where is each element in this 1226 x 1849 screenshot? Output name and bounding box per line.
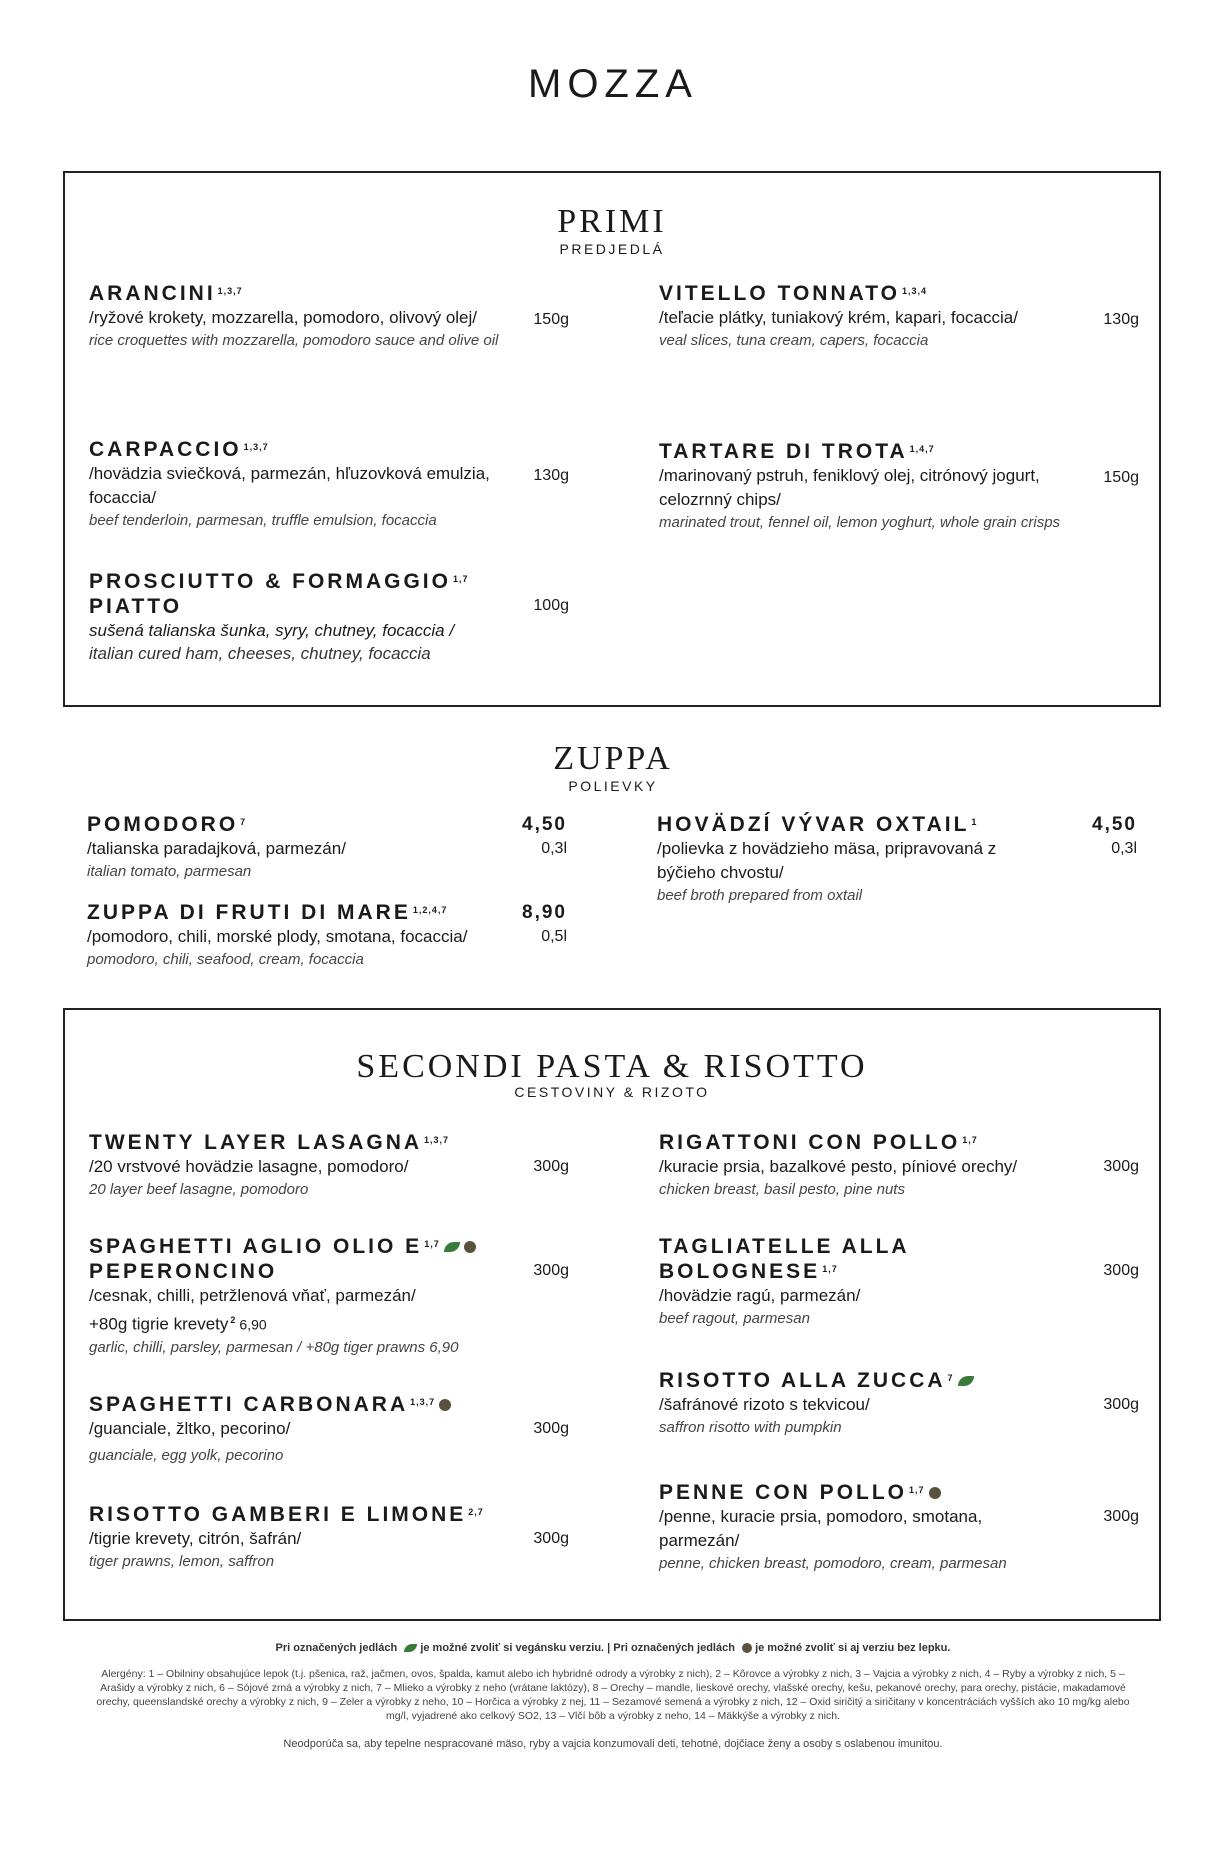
item-description-sk: /marinovaný pstruh, feniklový olej, citrónový jogurt, celozrnný chips/ bbox=[659, 466, 1040, 509]
item-quantity: 100g bbox=[533, 597, 569, 614]
item-description-en: italian tomato, parmesan bbox=[87, 863, 252, 880]
allergen-codes: 1,3,7 bbox=[243, 442, 269, 452]
item-quantity: 300g bbox=[533, 1262, 569, 1279]
item-description-en: beef tenderloin, parmesan, truffle emulsion, focaccia bbox=[89, 512, 437, 529]
menu-item bbox=[89, 569, 569, 665]
section-subtitle: CESTOVINY & RIZOTO bbox=[514, 1084, 710, 1100]
item-quantity: 300g bbox=[1103, 1508, 1139, 1525]
section-title: PRIMI bbox=[557, 203, 667, 240]
section-title: ZUPPA bbox=[553, 740, 673, 777]
item-quantity: 300g bbox=[1103, 1262, 1139, 1279]
item-quantity: 300g bbox=[533, 1530, 569, 1547]
item-description-sk: /teľacie plátky, tuniakový krém, kapari, focaccia/ bbox=[659, 308, 1018, 327]
item-description-en: pomodoro, chili, seafood, cream, focaccia bbox=[87, 951, 364, 968]
menu-item bbox=[659, 1130, 1139, 1201]
section-subtitle: PREDJEDLÁ bbox=[559, 241, 665, 257]
secondi-section bbox=[63, 1008, 1161, 1621]
allergen-codes: 2,7 bbox=[468, 1507, 484, 1517]
item-name: SPAGHETTI AGLIO OLIO E $^{1,7}$ PEPERONCINO bbox=[89, 1234, 509, 1284]
dietary-note: Pri označených jedlách je možné zvoliť si vegánsku verziu. | Pri označených jedlách je možné zvoliť si aj verziu bez lepku. bbox=[275, 1642, 951, 1654]
item-quantity: 300g bbox=[533, 1420, 569, 1437]
allergen-codes: 1,2,4,7 bbox=[412, 905, 448, 915]
item-quantity: 0,5l bbox=[541, 928, 567, 945]
item-description-sk: sušená talianska šunka, syry, chutney, focaccia / bbox=[89, 621, 455, 640]
item-description-en: 20 layer beef lasagne, pomodoro bbox=[89, 1181, 309, 1198]
item-name: ZUPPA DI FRUTI DI MARE $^{1,2,4,7}$ bbox=[87, 901, 448, 924]
item-description-en: rice croquettes with mozzarella, pomodoro sauce and olive oil bbox=[89, 332, 499, 349]
allergen-codes: 1,7 bbox=[452, 574, 469, 584]
extra-price: 6,90 bbox=[239, 1316, 267, 1333]
allergen-codes: 1,7 bbox=[822, 1264, 838, 1274]
item-description-sk: /pomodoro, chili, morské plody, smotana, focaccia/ bbox=[87, 927, 468, 946]
item-description-sk: /penne, kuracie prsia, pomodoro, smotana, parmezán/ bbox=[659, 1507, 983, 1550]
health-disclaimer: Neodporúča sa, aby tepelne nespracované mäso, ryby a vajcia konzumovali deti, tehotné, dojčiace ženy a osoby s oslabenou imunitou. bbox=[283, 1738, 943, 1750]
item-quantity: 150g bbox=[533, 311, 569, 328]
item-description-en: beef broth prepared from oxtail bbox=[657, 887, 863, 904]
item-description-en: veal slices, tuna cream, capers, focaccia bbox=[659, 332, 929, 349]
item-description-en: chicken breast, basil pesto, pine nuts bbox=[659, 1181, 905, 1198]
item-name: PENNE CON POLLO $^{1,7}$ bbox=[659, 1480, 1079, 1505]
menu-item bbox=[657, 812, 1137, 907]
vegan-leaf-icon bbox=[444, 1242, 460, 1252]
item-quantity: 300g bbox=[1103, 1396, 1139, 1413]
item-price: 4,50 bbox=[522, 814, 567, 835]
brand-title: MOZZA bbox=[528, 62, 698, 106]
allergen-codes: 1,3,7 bbox=[424, 1135, 450, 1145]
item-description-sk: /hovädzia sviečková, parmezán, hľuzovková emulzia, focaccia/ bbox=[89, 464, 490, 507]
vegan-leaf-icon bbox=[958, 1376, 974, 1386]
item-description-sk: /guanciale, žltko, pecorino/ bbox=[89, 1419, 291, 1438]
item-name: VITELLO TONNATO $^{1,3,4}$ bbox=[659, 282, 928, 305]
item-extra-sk: +80g tigrie krevety $^2$ 6,90 bbox=[89, 1314, 267, 1334]
menu-item bbox=[659, 1480, 1139, 1575]
item-quantity: 300g bbox=[1103, 1158, 1139, 1175]
item-description-en: garlic, chilli, parsley, parmesan / +80g tiger prawns 6,90 bbox=[89, 1338, 459, 1356]
menu-item bbox=[89, 281, 569, 352]
item-description-en: marinated trout, fennel oil, lemon yoghurt, whole grain crisps bbox=[659, 514, 1061, 531]
menu-item bbox=[87, 900, 567, 971]
menu-item bbox=[659, 439, 1139, 534]
allergen-codes: 7 bbox=[947, 1373, 954, 1383]
item-quantity: 130g bbox=[533, 467, 569, 484]
gluten-free-icon bbox=[929, 1487, 941, 1499]
allergen-codes: 1 bbox=[971, 817, 978, 827]
item-description-sk: /polievka z hovädzieho mäsa, pripravovaná z býčieho chvostu/ bbox=[657, 839, 997, 882]
item-quantity: 0,3l bbox=[1111, 840, 1137, 857]
menu-item bbox=[659, 1234, 1139, 1330]
item-name: ARANCINI $^{1,3,7}$ bbox=[89, 282, 243, 305]
gluten-free-icon bbox=[439, 1399, 451, 1411]
item-description-en: beef ragout, parmesan bbox=[659, 1310, 810, 1327]
item-name: RISOTTO ALLA ZUCCA $^7$ bbox=[659, 1368, 1079, 1393]
item-description-sk: /kuracie prsia, bazalkové pesto, píniové orechy/ bbox=[659, 1157, 1018, 1176]
menu-item bbox=[89, 1502, 569, 1573]
item-name: POMODORO $^7$ bbox=[87, 813, 247, 836]
allergen-codes: 1,3,4 bbox=[902, 286, 928, 296]
item-description-sk: /ryžové krokety, mozzarella, pomodoro, olivový olej/ bbox=[89, 308, 478, 327]
allergen-codes: 1,7 bbox=[424, 1239, 440, 1249]
gluten-free-icon bbox=[742, 1643, 752, 1653]
allergen-codes: 1,3,7 bbox=[217, 286, 243, 296]
allergen-codes: 7 bbox=[240, 817, 247, 827]
item-quantity: 300g bbox=[533, 1158, 569, 1175]
item-name: TAGLIATELLE ALLA BOLOGNESE $^{1,7}$ bbox=[659, 1235, 909, 1283]
item-description-sk: /20 vrstvové hovädzie lasagne, pomodoro/ bbox=[89, 1157, 409, 1176]
section-subtitle: POLIEVKY bbox=[568, 778, 658, 794]
item-name: RIGATTONI CON POLLO $^{1,7}$ bbox=[659, 1131, 978, 1154]
primi-section bbox=[63, 171, 1161, 707]
extra-allergen-code: 2 bbox=[230, 1315, 236, 1325]
item-name: TARTARE DI TROTA $^{1,4,7}$ bbox=[659, 440, 935, 463]
allergen-codes: 1,7 bbox=[962, 1135, 978, 1145]
allergen-codes: 1,3,7 bbox=[410, 1397, 436, 1407]
menu-item bbox=[89, 1392, 569, 1467]
item-price: 4,50 bbox=[1092, 814, 1137, 835]
item-description-en: saffron risotto with pumpkin bbox=[659, 1419, 842, 1436]
item-name: SPAGHETTI CARBONARA $^{1,3,7}$ bbox=[89, 1392, 509, 1417]
item-quantity: 0,3l bbox=[541, 840, 567, 857]
item-description-sk: /tigrie krevety, citrón, šafrán/ bbox=[89, 1529, 302, 1548]
item-name: PROSCIUTTO & FORMAGGIO $^{1,7}$ PIATTO bbox=[89, 570, 469, 618]
item-quantity: 150g bbox=[1103, 469, 1139, 486]
item-quantity: 130g bbox=[1103, 311, 1139, 328]
menu-item bbox=[659, 281, 1139, 352]
menu-item bbox=[89, 437, 569, 532]
item-description-en: tiger prawns, lemon, saffron bbox=[89, 1553, 275, 1570]
item-description-sk: /talianska paradajková, parmezán/ bbox=[87, 839, 346, 858]
item-name: HOVÄDZÍ VÝVAR OXTAIL $^1$ bbox=[657, 813, 978, 836]
item-description-sk: /hovädzie ragú, parmezán/ bbox=[659, 1286, 861, 1305]
allergen-legend: Alergény: 1 – Obilniny obsahujúce lepok (t.j. pšenica, raž, jačmen, ovos, špalda, kamut alebo ich hybridné odrody a výrobky z nich), 2 – Kôrovce a výrobky z nich, 3 – Vajcia a výrobky z nich, 4 – Ryby a výrobky z nich, 5 – Arašidy a výrobky z nich, 6 – Sójové zrná a výrobky z nich, 7 – Mlieko a výrobky z neho (vrátane laktózy), 8 – Orechy – mandle, lieskové orechy, vlašské orechy, kešu, pekanové orechy, para orechy, pistácie, makadamové orechy, queenslandské orechy a výrobky z nich, 9 – Zeler a výrobky z neho, 10 – Horčica a výrobky z nej, 11 – Sezamové semená a výrobky z nich, 12 – Oxid siričitý a siričitany v koncentráciách vyšších ako 10 mg/kg alebo mg/l, vyjadrené ako celkový SO2, 13 – Vlčí bôb a výrobky z neho, 14 – Mäkkýše a výrobky z nich. bbox=[96, 1668, 1130, 1722]
gluten-free-icon bbox=[464, 1241, 476, 1253]
menu-item bbox=[89, 1130, 569, 1201]
menu-item bbox=[87, 812, 567, 883]
vegan-leaf-icon bbox=[404, 1644, 417, 1652]
item-description-en: italian cured ham, cheeses, chutney, focaccia bbox=[89, 644, 431, 663]
item-name: RISOTTO GAMBERI E LIMONE $^{2,7}$ bbox=[89, 1503, 484, 1526]
item-description-en: penne, chicken breast, pomodoro, cream, parmesan bbox=[659, 1555, 1007, 1572]
allergen-codes: 1,7 bbox=[909, 1485, 925, 1495]
item-description-sk: /šafránové rizoto s tekvicou/ bbox=[659, 1395, 870, 1414]
item-description-en: guanciale, egg yolk, pecorino bbox=[89, 1447, 284, 1464]
menu-item bbox=[89, 1234, 569, 1359]
menu-item bbox=[659, 1368, 1139, 1439]
item-name: CARPACCIO $^{1,3,7}$ bbox=[89, 438, 269, 461]
item-price: 8,90 bbox=[522, 902, 567, 923]
item-name: TWENTY LAYER LASAGNA $^{1,3,7}$ bbox=[89, 1131, 450, 1154]
allergen-codes: 1,4,7 bbox=[909, 444, 935, 454]
section-title: SECONDI PASTA & RISOTTO bbox=[356, 1048, 868, 1085]
item-description-sk: /cesnak, chilli, petržlenová vňať, parmezán/ bbox=[89, 1286, 416, 1305]
